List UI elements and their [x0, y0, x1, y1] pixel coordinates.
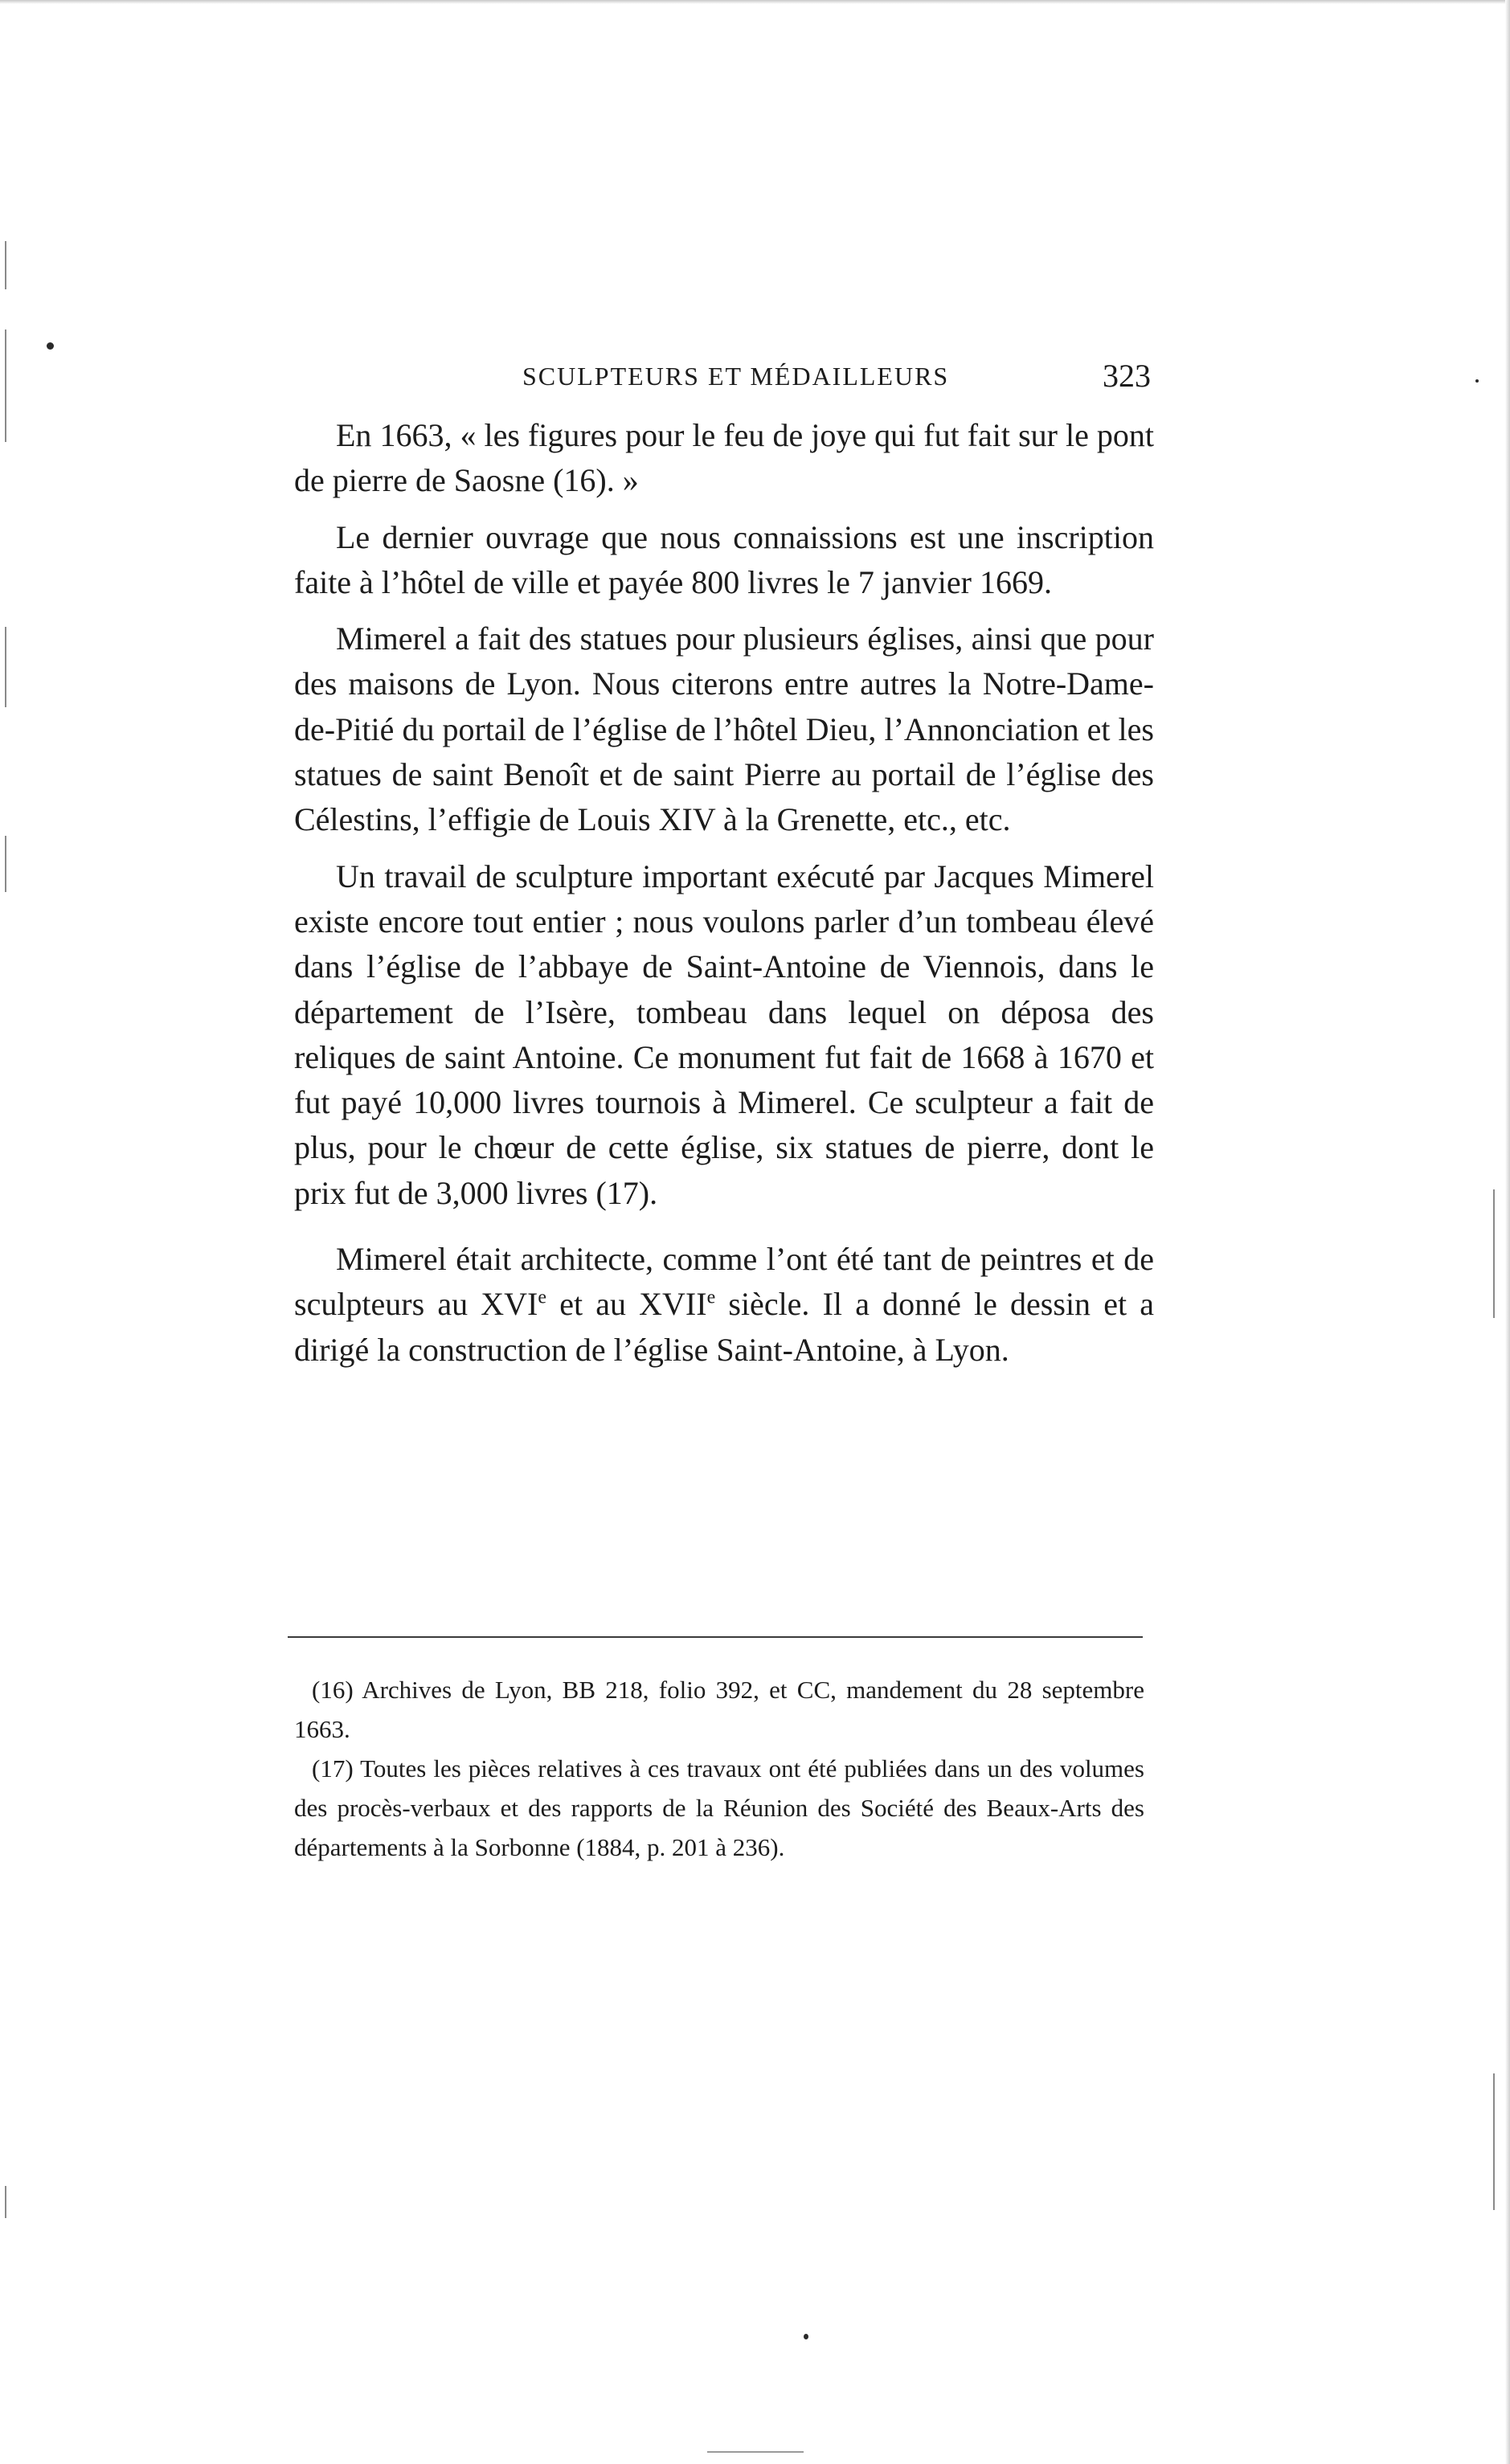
main-text: [294, 413, 1154, 1373]
scan-mark-right: [1493, 2073, 1495, 2210]
footnote-16: (16) Archives de Lyon, BB 218, folio 392, et CC, mandement du 28 septembre 1663.: [294, 1676, 1144, 1743]
scan-edge-top: [0, 0, 1510, 4]
running-header: [296, 357, 1151, 397]
superscript-e: e: [538, 1287, 547, 1309]
scan-speck: [1475, 379, 1479, 383]
paragraph-5-part-3: siècle. Il a donné le dessin et a dirigé la construction de l’église Saint-Antoine, à Lyon.: [294, 1286, 1155, 1368]
paragraph-4: Un travail de sculpture important exécuté par Jacques Mimerel existe encore tout entier ; nous voulons parler d’un tombeau élevé dans l’église de l’abbaye de Saint-Antoine de Viennois, dans le département de l’Isère, tombeau dans lequel on déposa des reliques de saint Antoine. Ce monument fut fait de 1668 à 1670 et fut payé 10,000 livres tournois à Mimerel. Ce sculpteur a fait de plus, pour le chœur de cette église, six statues de pierre, dont le prix fut de 3,000 livres (17).: [294, 857, 1154, 1211]
scan-edge-right: [1505, 0, 1510, 2464]
scan-mark-left: [5, 241, 6, 289]
page-number: 323: [1103, 358, 1151, 394]
scan-speck: [804, 2334, 808, 2339]
scan-mark-left: [5, 627, 6, 707]
century-numeral-16: XVI: [481, 1286, 538, 1323]
paragraph-1: En 1663, « les figures pour le feu de joye qui fut fait sur le pont de pierre de Saosne (16). »: [294, 417, 1154, 499]
scan-mark-right: [1493, 1189, 1495, 1318]
paragraph-5: [294, 1237, 1154, 1373]
superscript-e: e: [706, 1287, 716, 1309]
scan-mark-bottom: [707, 2451, 804, 2453]
paragraph-5-part-2: et au: [546, 1286, 640, 1323]
scan-mark-left: [5, 836, 6, 892]
paragraph-2: Le dernier ouvrage que nous connaissions est une inscription faite à l’hôtel de ville et payée 800 livres le 7 janvier 1669.: [294, 518, 1154, 600]
paragraph-5-part-1: Mimerel était architecte, comme l’ont été tant de peintres et de sculpteurs au: [294, 1241, 1154, 1323]
paragraph-3: Mimerel a fait des statues pour plusieurs églises, ainsi que pour des maisons de Lyon. Nous citerons entre autres la Notre-Dame-de-Pitié du portail de l’église de l’hôtel Dieu, l’Annonciation et les statues de saint Benoît et de saint Pierre au portail de l’église des Célestins, l’effigie de Louis XIV à la Grenette, etc., etc.: [294, 620, 1154, 838]
footnote-17: (17) Toutes les pièces relatives à ces travaux ont été publiées dans un des volumes des procès-verbaux et des rapports de la Réunion des Société des Beaux-Arts des départements à la Sorbonne (1884, p. 201 à 236).: [294, 1754, 1144, 1861]
scan-speck: [47, 342, 54, 350]
scan-mark-left: [5, 329, 6, 442]
scan-mark-left: [5, 2186, 6, 2218]
running-title: SCULPTEURS ET MÉDAILLEURS: [522, 362, 950, 391]
footnote-divider: [288, 1636, 1143, 1638]
footnotes: [294, 1670, 1144, 1867]
century-numeral-17: XVII: [639, 1286, 707, 1323]
